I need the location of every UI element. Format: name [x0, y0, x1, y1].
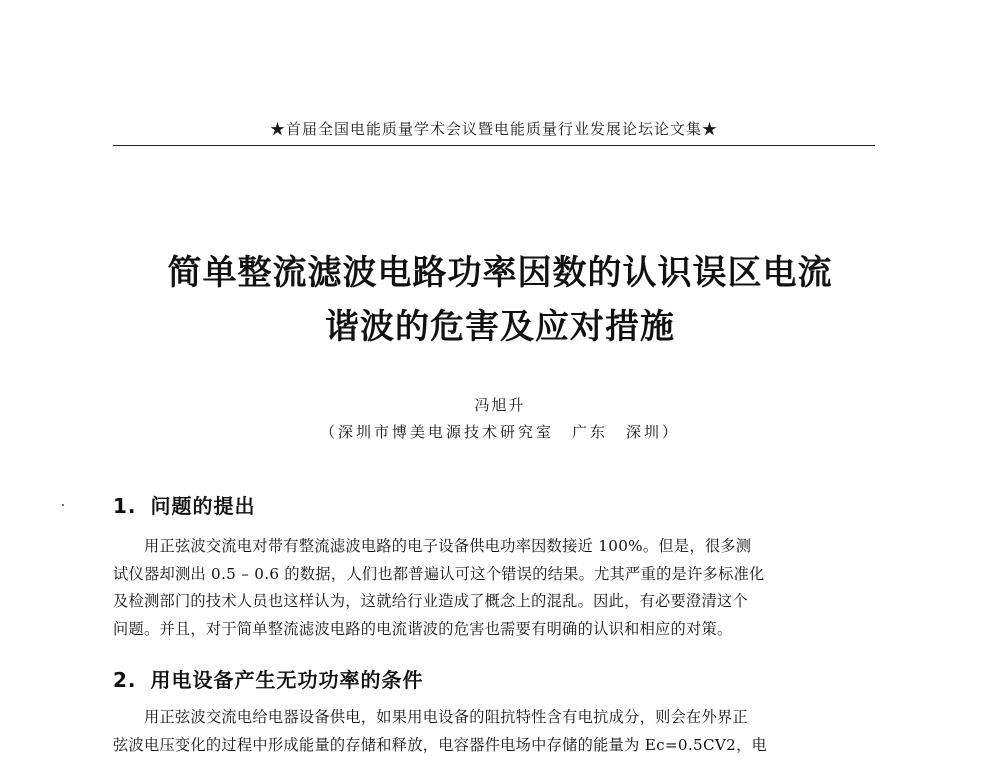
section-2-paragraph — [113, 704, 865, 759]
title-line-2: 谐波的危害及应对措施 — [325, 307, 675, 347]
paragraph-line: 用正弦波交流电对带有整流滤波电路的电子设备供电功率因数接近 100%。但是，很多测 — [144, 537, 752, 555]
section-number: 1. — [113, 494, 137, 518]
section-1-paragraph — [113, 533, 865, 643]
section-number: 2. — [113, 668, 137, 692]
author-name: 冯旭升 — [474, 396, 526, 414]
section-title: 问题的提出 — [150, 494, 256, 518]
section-title: 用电设备产生无功功率的条件 — [150, 668, 424, 692]
header-rule — [113, 145, 875, 146]
paragraph-line: 及检测部门的技术人员也这样认为，这就给行业造成了概念上的混乱。因此，有必要澄清这个 — [113, 592, 748, 610]
author-affiliation: （深圳市博美电源技术研究室 广东 深圳） — [319, 423, 680, 441]
running-header: ★首届全国电能质量学术会议暨电能质量行业发展论坛论文集★ — [269, 120, 718, 138]
paragraph-line: 弦波电压变化的过程中形成能量的存储和释放，电容器件电场中存储的能量为 Ec=0.5CV2，电 — [113, 735, 768, 754]
paragraph-line: 用正弦波交流电给电器设备供电，如果用电设备的阻抗特性含有电抗成分，则会在外界正 — [144, 708, 749, 726]
title-line-1: 简单整流滤波电路功率因数的认识误区电流 — [167, 253, 833, 293]
section-heading-1 — [113, 490, 256, 519]
scan-artifact-dot — [62, 504, 64, 506]
section-heading-2 — [113, 664, 424, 693]
paper-title — [80, 246, 920, 354]
paragraph-line: 问题。并且，对于简单整流滤波电路的电流谐波的危害也需要有明确的认识和相应的对策。 — [113, 619, 733, 638]
paragraph-line: 试仪器却测出 0.5 – 0.6 的数据，人们也都普遍认可这个错误的结果。尤其严重的是许多标准化 — [113, 564, 765, 583]
